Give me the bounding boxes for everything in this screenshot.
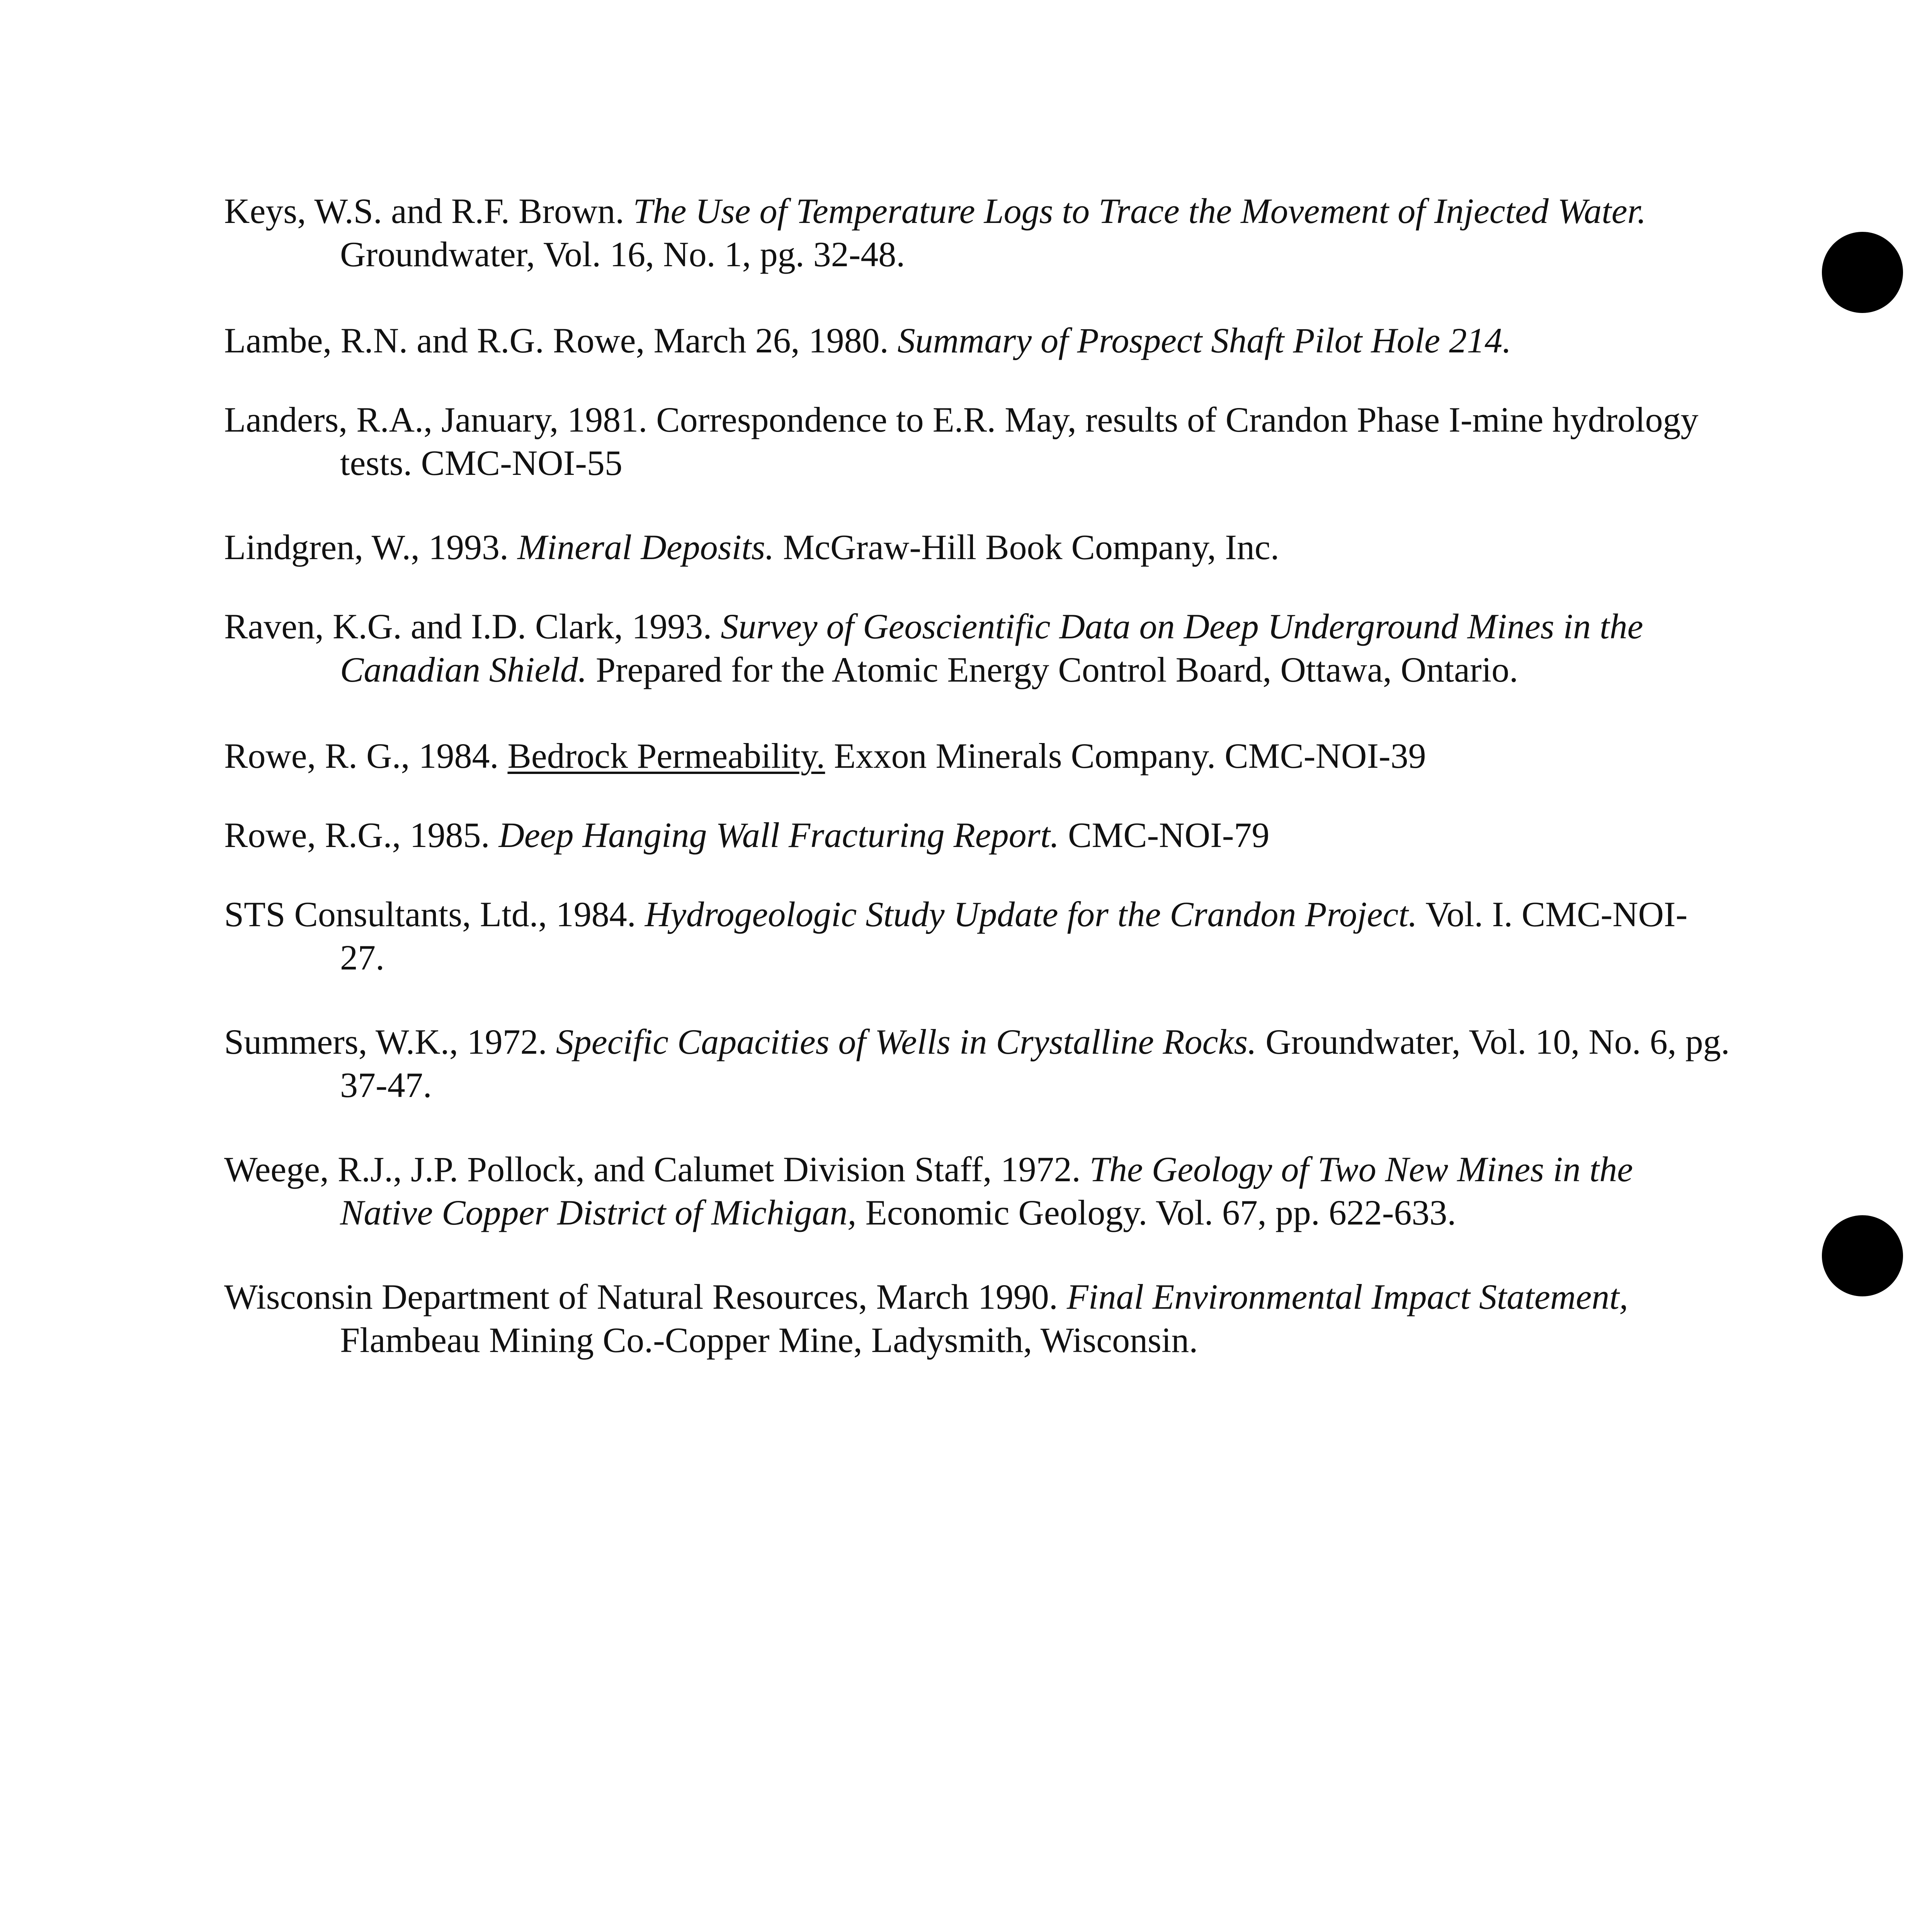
reference-title: The Use of Temperature Logs to Trace the Movement of Injected Water. <box>633 191 1646 231</box>
reference-title: Survey of Geoscientific Data on Deep Underground Mines in the Canadian Shield. <box>340 607 1643 689</box>
binder-hole <box>1822 1215 1903 1296</box>
reference-item <box>224 1148 1731 1234</box>
reference-details: Flambeau Mining Co.-Copper Mine, Ladysmith, Wisconsin. <box>340 1320 1198 1360</box>
reference-authors: Landers, R.A., January, 1981. <box>224 400 648 439</box>
reference-item <box>224 813 1269 857</box>
reference-authors: Keys, W.S. and R.F. Brown. <box>224 191 624 231</box>
reference-title: Specific Capacities of Wells in Crystalline Rocks. <box>556 1022 1257 1061</box>
reference-item <box>224 893 1731 979</box>
reference-authors: Summers, W.K., 1972. <box>224 1022 547 1061</box>
reference-title: Summary of Prospect Shaft Pilot Hole 214. <box>897 321 1512 360</box>
reference-item <box>224 189 1731 276</box>
reference-authors: Weege, R.J., J.P. Pollock, and Calumet Division Staff, 1972. <box>224 1150 1081 1189</box>
reference-details: Groundwater, Vol. 16, No. 1, pg. 32-48. <box>340 235 905 274</box>
reference-item <box>224 319 1511 362</box>
reference-item <box>224 605 1731 691</box>
reference-title-underlined: Bedrock Permeability. <box>507 736 825 776</box>
reference-details: Groundwater, Vol. 10, No. 6, pg. 37-47. <box>340 1022 1730 1105</box>
reference-details: McGraw-Hill Book Company, Inc. <box>783 527 1279 567</box>
reference-title: Mineral Deposits. <box>517 527 774 567</box>
reference-authors: Rowe, R. G., 1984. <box>224 736 499 776</box>
reference-details: Economic Geology. Vol. 67, pp. 622-633. <box>865 1193 1456 1232</box>
reference-title: The Geology of Two New Mines in the Native Copper District of Michigan, <box>340 1150 1633 1232</box>
reference-details: Correspondence to E.R. May, results of Crandon Phase I-mine hydrology tests. CMC-NOI-55 <box>340 400 1699 483</box>
reference-authors: Raven, K.G. and I.D. Clark, 1993. <box>224 607 712 646</box>
reference-title: Final Environmental Impact Statement, <box>1066 1277 1628 1316</box>
reference-item <box>224 1275 1731 1362</box>
reference-authors: Wisconsin Department of Natural Resources, March 1990. <box>224 1277 1058 1316</box>
reference-authors: Lindgren, W., 1993. <box>224 527 509 567</box>
reference-details: CMC-NOI-79 <box>1068 815 1270 855</box>
reference-details: Exxon Minerals Company. CMC-NOI-39 <box>834 736 1426 776</box>
reference-item <box>224 398 1731 485</box>
reference-item <box>224 1020 1731 1107</box>
reference-title: Deep Hanging Wall Fracturing Report. <box>498 815 1060 855</box>
reference-authors: Rowe, R.G., 1985. <box>224 815 490 855</box>
reference-details: Prepared for the Atomic Energy Control Board, Ottawa, Ontario. <box>595 650 1519 689</box>
reference-title: Hydrogeologic Study Update for the Crandon Project. <box>645 895 1417 934</box>
reference-item <box>224 734 1426 777</box>
reference-authors: Lambe, R.N. and R.G. Rowe, March 26, 1980. <box>224 321 889 360</box>
reference-item <box>224 526 1279 569</box>
binder-hole <box>1822 232 1903 313</box>
reference-authors: STS Consultants, Ltd., 1984. <box>224 895 636 934</box>
reference-details: Vol. I. CMC-NOI-27. <box>340 895 1688 977</box>
